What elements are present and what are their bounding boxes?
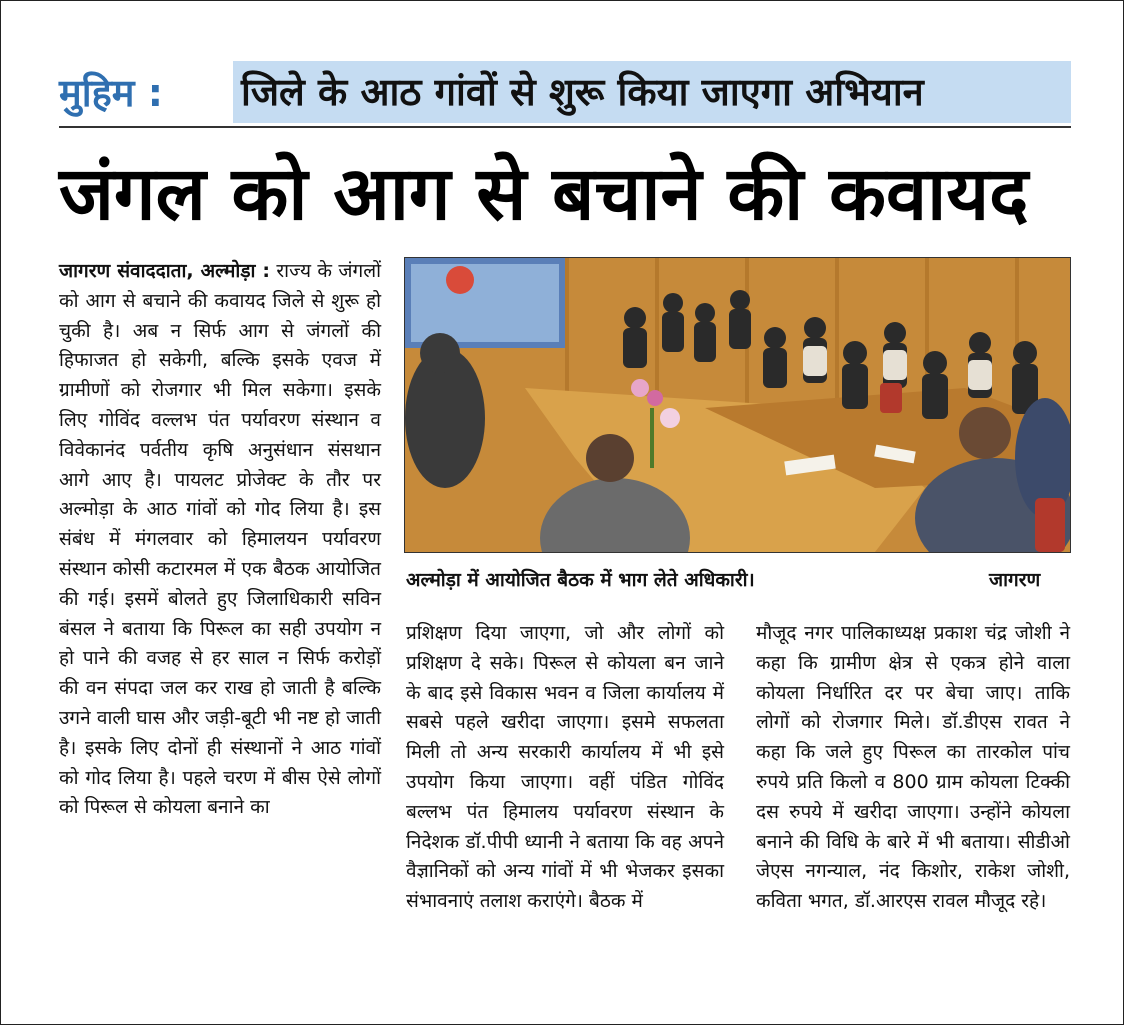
photo-caption: अल्मोड़ा में आयोजित बैठक में भाग लेते अधिकारी।	[406, 569, 755, 591]
main-headline: जंगल को आग से बचाने की कवायद	[59, 151, 1029, 237]
article-column-2: प्रशिक्षण दिया जाएगा, जो और लोगों को प्रशिक्षण दे सके। पिरूल से कोयला बन जाने के बाद इसे विकास भवन व जिला कार्यालय में सबसे पहले खरीदा जाएगा। इसमे सफलता मिली तो अन्य सरकारी कार्यालय में भी इसे उपयोग किया जाएगा। वहीं पंडित गोविंद बल्लभ पंत हिमालय पर्यावरण संस्थान के निदेशक डॉ.पीपी ध्यानी ने बताया कि वह अपने वैज्ञानिकों को अन्य गांवों में भी भेजकर इसका संभावनाएं तलाश कराएंगे। बैठक में	[406, 622, 724, 913]
meeting-photo	[404, 257, 1071, 553]
article-text-column-1: राज्य के जंगलों को आग से बचाने की कवायद जिले से शुरू हो चुकी है। अब न सिर्फ आग से जंगलों की हिफाजत हो सकेगी, बल्कि इसके एवज में ग्रामीणों को रोजगार भी मिल सकेगा। इसके लिए गोविंद वल्लभ पंत पर्यावरण संस्थान व विवेकानंद पर्वतीय कृषि अनुसंधान संसथान आगे आए है। पायलट प्रोजेक्ट के तौर पर अल्मोड़ा के आठ गांवों को गोद लिया है। इस संबंध में मंगलवार को हिमालयन पर्यावरण संस्थान कोसी कटारमल में एक बैठक आयोजित की गई। इसमें बोलते हुए जिलाधिकारी सविन बंसल ने बताया कि पिरूल का सही उपयोग न हो पाने की वजह से हर साल न सिर्फ करोड़ों की वन संपदा जल कर राख हो जाती है बल्कि उगने वाली घास और जड़ी-बूटी भी नष्ट हो जाती है। इसके लिए दोनों ही संस्थानों ने आठ गांवों को गोद लिया है। पहले चरण में बीस ऐसे लोगों को पिरूल से कोयला बनाने का	[59, 260, 381, 819]
byline: जागरण संवाददाता, अल्मोड़ा :	[59, 260, 270, 282]
strap-headline: जिले के आठ गांवों से शुरू किया जाएगा अभियान	[233, 61, 1071, 123]
article-column-3: मौजूद नगर पालिकाध्यक्ष प्रकाश चंद्र जोशी ने कहा कि ग्रामीण क्षेत्र से एकत्र होने वाला कोयला निर्धारित दर पर बेचा जाए। ताकि लोगों को रोजगार मिले। डॉ.डीएस रावत ने कहा कि जले हुए पिरूल का तारकोल पांच रुपये प्रति किलो व 800 ग्राम कोयला टिक्की दस रुपये में खरीदा जाएगा। उन्होंने कोयला बनाने की विधि के बारे में भी बताया। सीडीओ जेएस नगन्याल, नंद किशोर, राकेश जोशी, कविता भगत, डॉ.आरएस रावल मौजूद रहे।	[756, 622, 1070, 913]
article-column-1	[59, 257, 381, 823]
photo-credit: जागरण	[989, 569, 1041, 591]
divider-rule	[59, 126, 1071, 128]
kicker-label: मुहिम :	[59, 71, 163, 115]
meeting-photo-illustration	[405, 258, 1070, 552]
